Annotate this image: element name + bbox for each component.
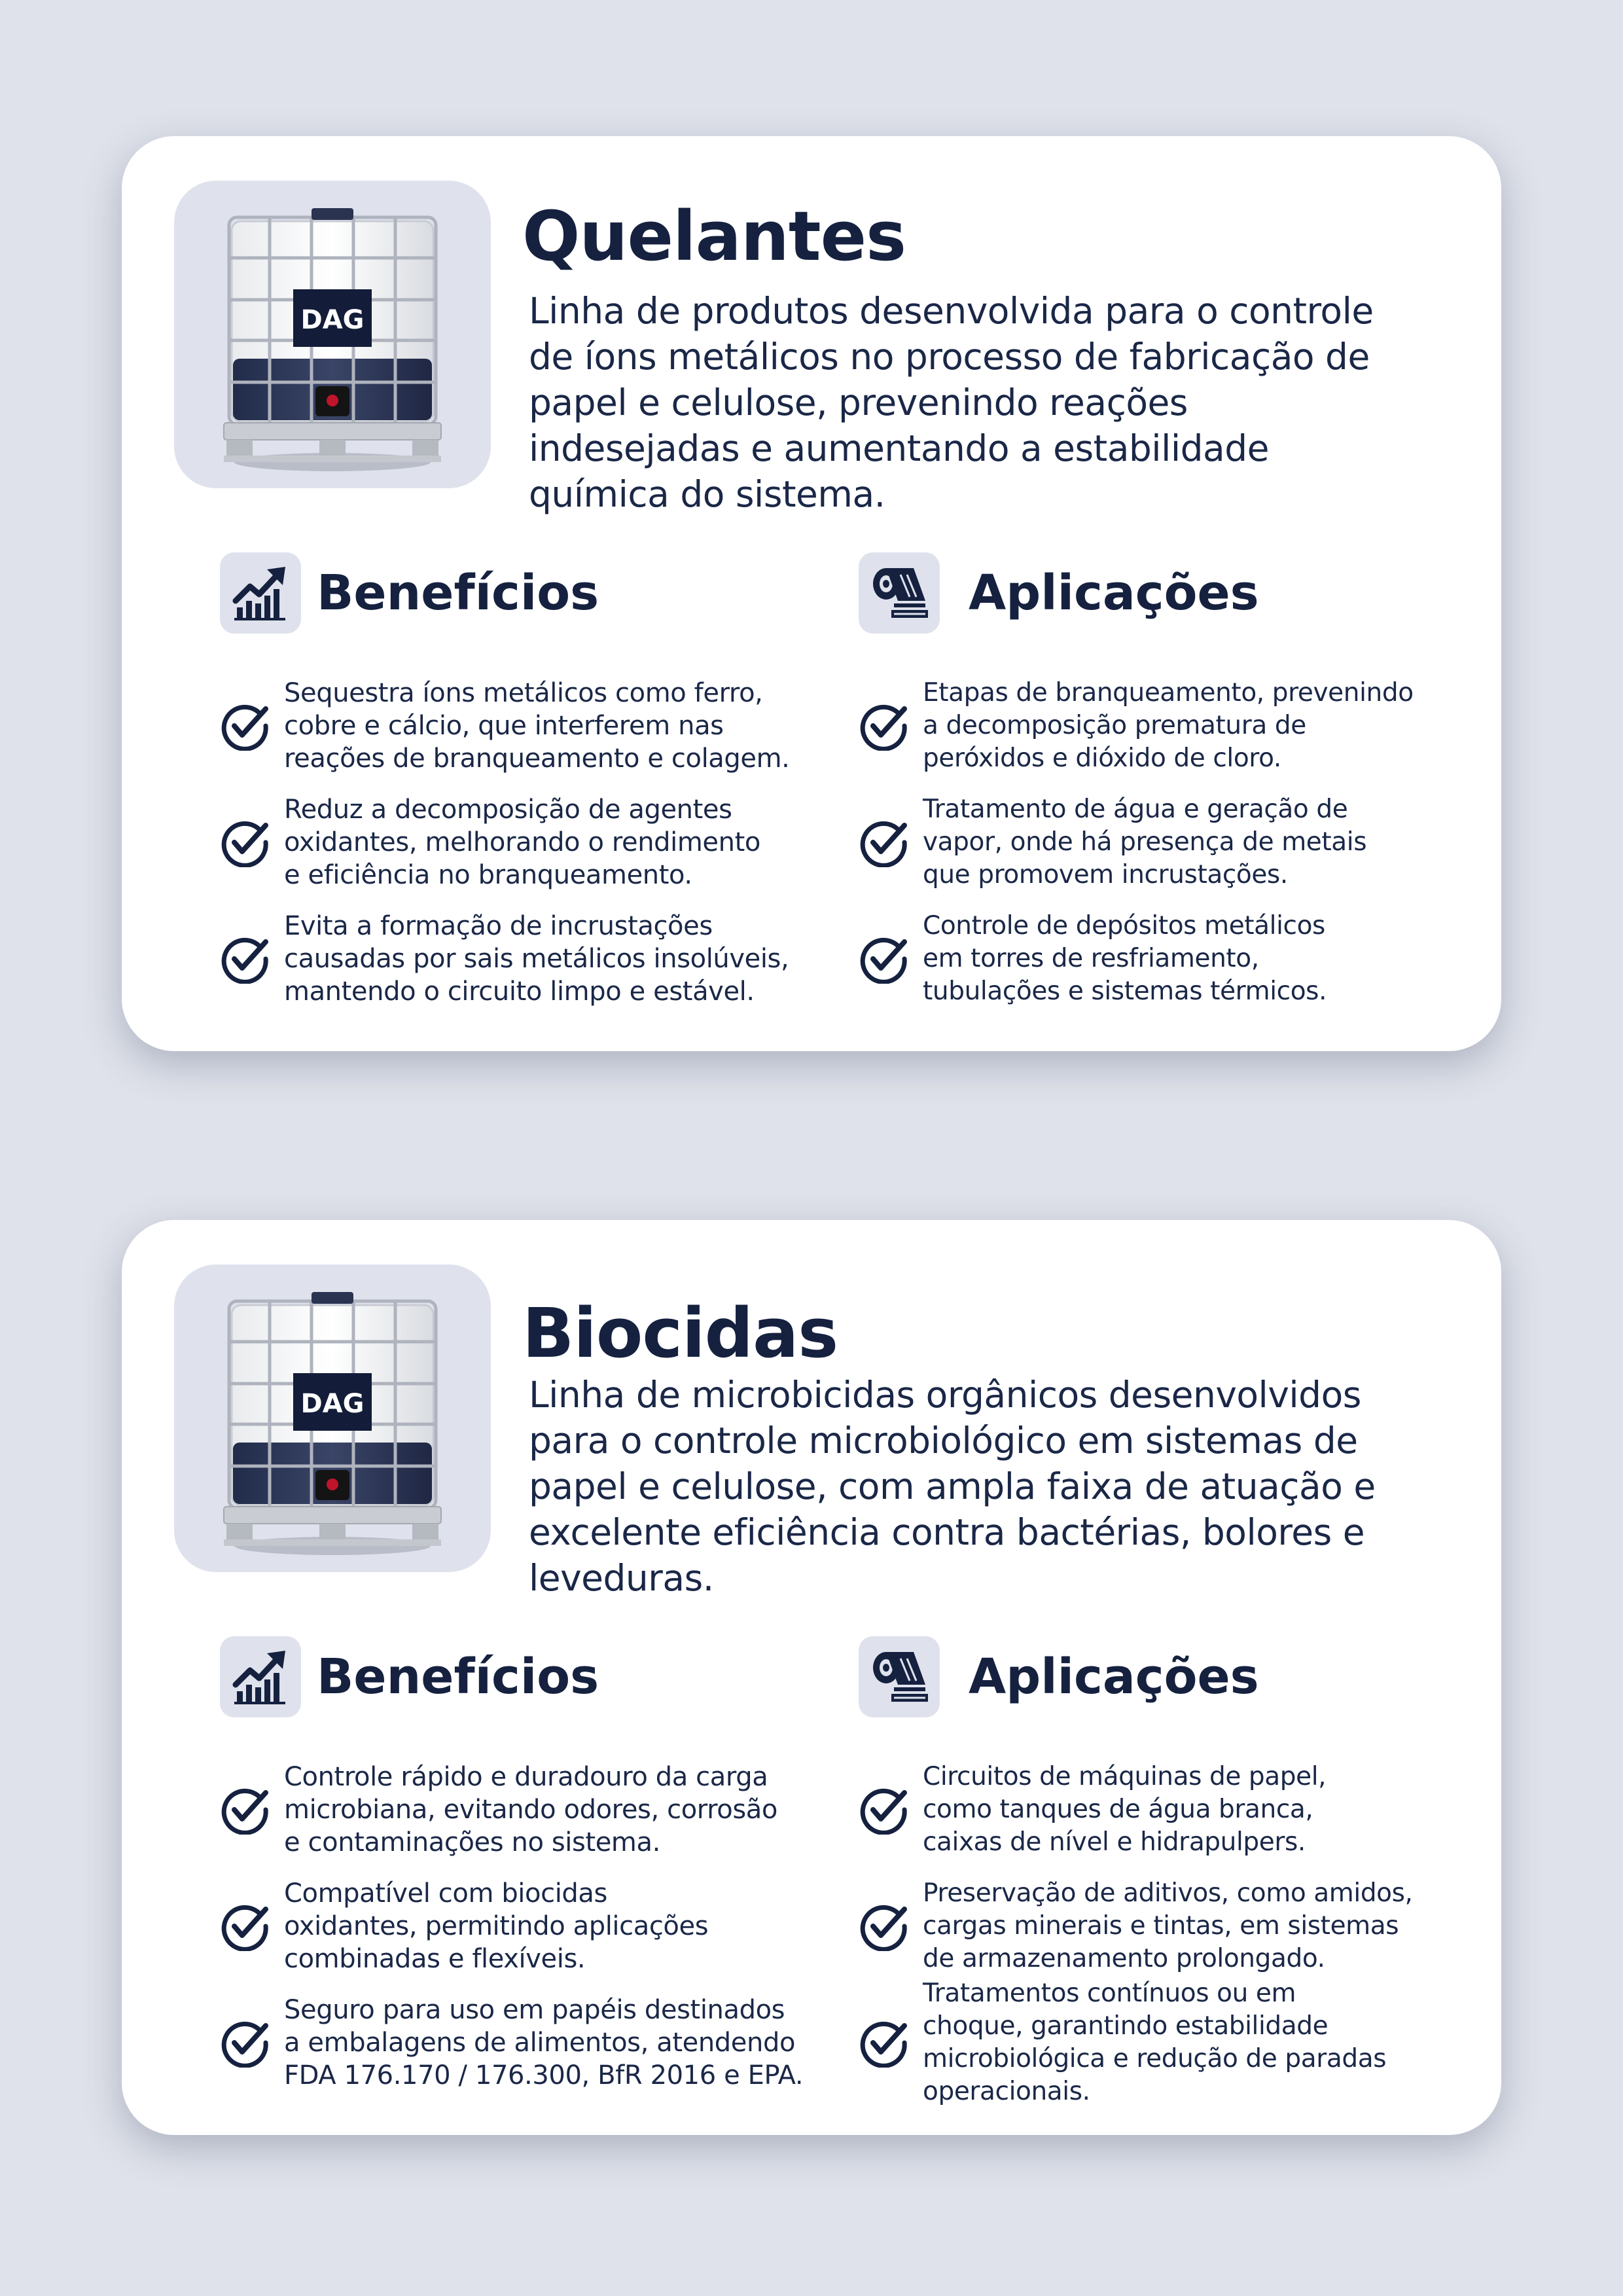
card-title: Biocidas [522,1293,838,1373]
svg-text:DAG: DAG [300,1389,365,1419]
benefits-icon-tile [220,1636,301,1717]
list-item-text: Controle rápido e duradouro da carga microbiana, evitando odores, corrosão e contaminações no sistema. [284,1762,777,1857]
list-item-text: Tratamentos contínuos ou em choque, garantindo estabilidade microbiológica e redução de paradas operacionais. [923,1979,1387,2106]
applications-title: Aplicações [969,1649,1259,1705]
list-item-text: Circuitos de máquinas de papel, como tanques de água branca, caixas de nível e hidrapulpers. [923,1762,1327,1857]
applications-title: Aplicações [969,565,1259,621]
check-circle-icon [220,934,270,984]
list-item [220,784,848,901]
check-circle-icon [859,817,908,867]
check-circle-icon [859,701,908,751]
applications-section [859,1636,1487,2106]
list-item [859,1868,1487,1984]
list-item-text: Seguro para uso em papéis destinados a embalagens de alimentos, atendendo FDA 176.170 / 176.300, BfR 2016 e EPA. [284,1995,804,2090]
applications-icon-tile [859,552,940,634]
check-circle-icon [859,934,908,984]
card-description: Linha de microbicidas orgânicos desenvolvidos para o controle microbiológico em sistemas de papel e celulose, com ampla faixa de atuação e excelente eficiência contra bactérias, bolores e leveduras. [529,1374,1376,1599]
paper-roll-icon [868,562,931,624]
list-item-text: Compatível com biocidas oxidantes, permitindo aplicações combinadas e flexíveis. [284,1878,709,1974]
list-item-text: Preservação de aditivos, como amidos, cargas minerais e tintas, em sistemas de armazenamento prolongado. [923,1878,1413,1973]
applications-icon-tile [859,1636,940,1717]
benefits-title: Benefícios [317,1649,599,1705]
product-image [174,1265,491,1572]
check-circle-icon [220,2018,270,2068]
list-item [859,668,1487,784]
paper-roll-icon [868,1645,931,1708]
card-title: Quelantes [522,196,906,276]
list-item-text: Sequestra íons metálicos como ferro, cobre e cálcio, que interferem nas reações de branqueamento e colagem. [284,678,790,774]
applications-section [859,552,1487,1017]
svg-text:DAG: DAG [300,305,365,335]
benefits-section [220,1636,848,2101]
benefits-title: Benefícios [317,565,599,621]
check-circle-icon [220,1901,270,1951]
list-item-text: Etapas de branqueamento, prevenindo a decomposição prematura de peróxidos e dióxido de cloro. [923,678,1414,773]
list-item [220,1751,848,1868]
list-item [859,901,1487,1017]
list-item [859,1751,1487,1868]
product-card [122,136,1501,1051]
list-item-text: Reduz a decomposição de agentes oxidantes, melhorando o rendimento e eficiência no branqueamento. [284,795,760,890]
check-circle-icon [220,1785,270,1835]
check-circle-icon [859,2018,908,2068]
list-item [220,668,848,784]
product-image [174,181,491,488]
list-item [859,1979,1487,2106]
list-item [220,1868,848,1984]
list-item [220,1984,848,2101]
list-item [859,784,1487,901]
benefits-icon-tile [220,552,301,634]
list-item-text: Evita a formação de incrustações causadas por sais metálicos insolúveis, mantendo o circuito limpo e estável. [284,911,789,1007]
check-circle-icon [859,1785,908,1835]
list-item-text: Controle de depósitos metálicos em torres de resfriamento, tubulações e sistemas térmicos. [923,911,1327,1006]
growth-chart-icon [230,563,291,623]
check-circle-icon [859,1901,908,1951]
product-card [122,1220,1501,2135]
check-circle-icon [220,701,270,751]
list-item [220,901,848,1017]
check-circle-icon [220,817,270,867]
growth-chart-icon [230,1647,291,1707]
list-item-text: Tratamento de água e geração de vapor, onde há presença de metais que promovem incrustações. [923,795,1367,889]
benefits-section [220,552,848,1017]
card-description: Linha de produtos desenvolvida para o controle de íons metálicos no processo de fabricação de papel e celulose, prevenindo reações indesejadas e aumentando a estabilidade química do sistema. [529,290,1374,515]
